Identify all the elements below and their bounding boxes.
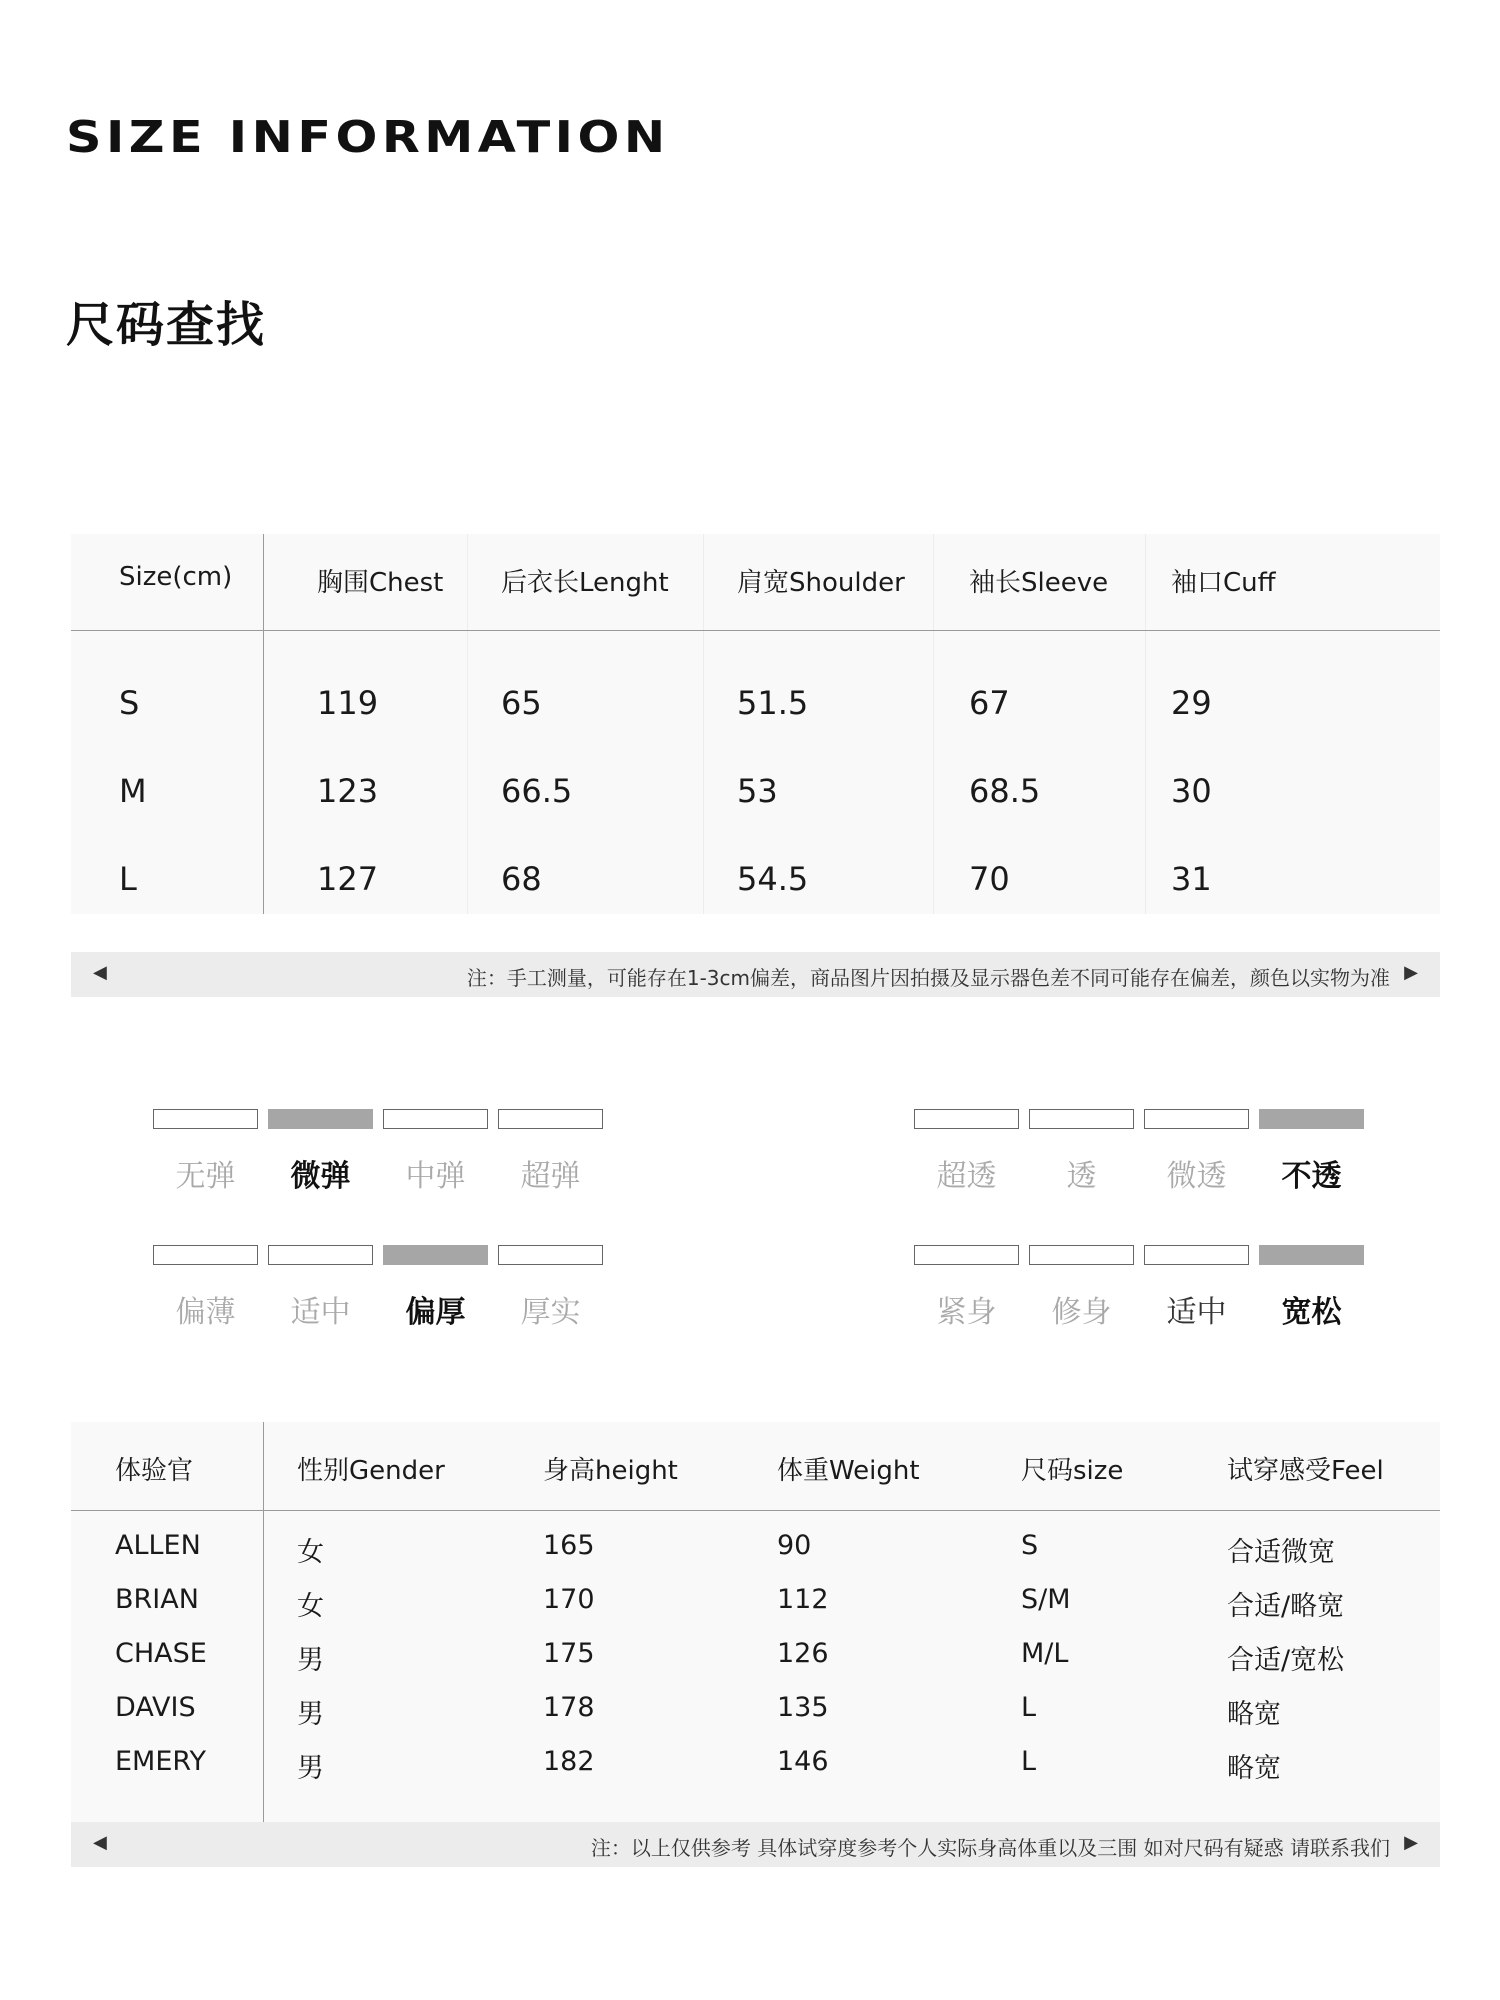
- scroll-left-icon[interactable]: ◀: [93, 1832, 107, 1853]
- table-cell: 54.5: [737, 860, 809, 898]
- table-cell: S: [119, 684, 140, 722]
- table-cell: 男: [297, 1699, 324, 1730]
- scale-segment: [383, 1109, 488, 1129]
- fit-scale: [914, 1245, 1364, 1330]
- table-cell: 合适微宽: [1227, 1537, 1335, 1568]
- scale-label-selected: 微弹: [290, 1159, 351, 1194]
- scale-label: 紧身: [936, 1295, 997, 1330]
- divider: [467, 534, 468, 914]
- table-cell: 70: [969, 860, 1010, 898]
- scale-segment: [1029, 1245, 1134, 1265]
- scroll-left-icon[interactable]: ◀: [93, 962, 107, 983]
- scale-segment-selected: [1259, 1109, 1364, 1129]
- table-cell: 略宽: [1227, 1699, 1281, 1730]
- scale-segment: [268, 1245, 373, 1265]
- scale-label-selected: 偏厚: [405, 1295, 466, 1330]
- table-cell: 男: [297, 1753, 324, 1784]
- tester-note-bar: [71, 1822, 1440, 1867]
- column-header: 胸围Chest: [317, 568, 444, 598]
- column-header: 身高height: [543, 1456, 678, 1486]
- column-header: 袖长Sleeve: [969, 568, 1109, 598]
- column-header: 体重Weight: [777, 1456, 920, 1486]
- tester-note-text: 注：以上仅供参考 具体试穿度参考个人实际身高体重以及三围 如对尺码有疑惑 请联系我们: [590, 1836, 1390, 1860]
- scroll-right-icon[interactable]: ▶: [1404, 1832, 1418, 1853]
- table-cell: 66.5: [501, 772, 573, 810]
- table-cell: 127: [317, 860, 379, 898]
- table-cell: 女: [297, 1537, 324, 1568]
- table-cell: 男: [297, 1645, 324, 1676]
- size-note-text: 注：手工测量，可能存在1-3cm偏差，商品图片因拍摄及显示器色差不同可能存在偏差，颜色以实物为准: [466, 966, 1390, 990]
- table-cell: 53: [737, 772, 778, 810]
- table-cell: 67: [969, 684, 1010, 722]
- column-header: 体验官: [115, 1456, 194, 1486]
- scale-segment-selected: [383, 1245, 488, 1265]
- table-cell: S: [1021, 1530, 1039, 1561]
- scale-label: 中弹: [405, 1159, 466, 1194]
- table-cell: 68.5: [969, 772, 1041, 810]
- scale-segment: [1144, 1109, 1249, 1129]
- table-cell: L: [119, 860, 137, 898]
- divider: [263, 1422, 264, 1822]
- scale-segment: [153, 1245, 258, 1265]
- table-cell: M: [119, 772, 147, 810]
- divider: [263, 534, 264, 914]
- scale-segment: [153, 1109, 258, 1129]
- column-header: 尺码size: [1021, 1456, 1124, 1486]
- table-cell: 女: [297, 1591, 324, 1622]
- table-cell: S/M: [1021, 1584, 1071, 1615]
- scale-segment-selected: [1259, 1245, 1364, 1265]
- scale-label: 无弹: [175, 1159, 236, 1194]
- divider: [703, 534, 704, 914]
- table-cell: 146: [777, 1746, 829, 1777]
- table-cell: 30: [1171, 772, 1212, 810]
- table-cell: 170: [543, 1584, 595, 1615]
- table-cell: 123: [317, 772, 379, 810]
- scale-label-selected: 宽松: [1281, 1295, 1342, 1330]
- table-cell: 51.5: [737, 684, 809, 722]
- title-cn: 尺码查找: [66, 297, 267, 353]
- elasticity-scale: [153, 1109, 603, 1194]
- scale-segment: [914, 1109, 1019, 1129]
- column-header: 后衣长Lenght: [501, 568, 669, 598]
- table-cell: 135: [777, 1692, 829, 1723]
- table-cell: BRIAN: [115, 1584, 199, 1615]
- table-cell: 165: [543, 1530, 595, 1561]
- scale-label: 适中: [1166, 1295, 1227, 1330]
- scale-segment: [498, 1245, 603, 1265]
- scale-segment: [1029, 1109, 1134, 1129]
- table-cell: 68: [501, 860, 542, 898]
- column-header: 肩宽Shoulder: [737, 568, 905, 598]
- table-cell: 126: [777, 1638, 829, 1669]
- table-cell: 合适/宽松: [1227, 1645, 1345, 1676]
- scale-label: 厚实: [520, 1295, 581, 1330]
- table-cell: 112: [777, 1584, 829, 1615]
- table-cell: 65: [501, 684, 542, 722]
- scale-label: 透: [1066, 1159, 1097, 1194]
- scale-segment-selected: [268, 1109, 373, 1129]
- scale-label: 修身: [1051, 1295, 1112, 1330]
- thickness-scale: [153, 1245, 603, 1330]
- table-cell: 182: [543, 1746, 595, 1777]
- transparency-scale: [914, 1109, 1364, 1194]
- scale-label: 适中: [290, 1295, 351, 1330]
- header-divider: [71, 1510, 1440, 1511]
- scale-label: 超透: [936, 1159, 997, 1194]
- size-table: [71, 534, 1440, 914]
- table-cell: 略宽: [1227, 1753, 1281, 1784]
- scale-label: 超弹: [520, 1159, 581, 1194]
- size-note-bar: [71, 952, 1440, 997]
- scale-segment: [1144, 1245, 1249, 1265]
- table-cell: 合适/略宽: [1227, 1591, 1345, 1622]
- column-header: 袖口Cuff: [1171, 568, 1276, 598]
- scroll-right-icon[interactable]: ▶: [1404, 962, 1418, 983]
- scale-segment: [498, 1109, 603, 1129]
- table-cell: DAVIS: [115, 1692, 196, 1723]
- table-cell: 90: [777, 1530, 812, 1561]
- header-divider: [71, 630, 1440, 631]
- divider: [1145, 534, 1146, 914]
- table-cell: EMERY: [115, 1746, 206, 1777]
- table-cell: 178: [543, 1692, 595, 1723]
- table-cell: 29: [1171, 684, 1212, 722]
- table-cell: 119: [317, 684, 379, 722]
- table-cell: ALLEN: [115, 1530, 201, 1561]
- scale-label: 微透: [1166, 1159, 1227, 1194]
- divider: [933, 534, 934, 914]
- table-cell: 175: [543, 1638, 595, 1669]
- scale-label-selected: 不透: [1281, 1159, 1342, 1194]
- tester-table: [71, 1422, 1440, 1822]
- table-cell: CHASE: [115, 1638, 207, 1669]
- scale-segment: [914, 1245, 1019, 1265]
- column-header: 性别Gender: [297, 1456, 445, 1486]
- column-header: 试穿感受Feel: [1227, 1456, 1384, 1486]
- title-en: SIZE INFORMATION: [66, 112, 670, 163]
- column-header: Size(cm): [119, 562, 233, 592]
- table-cell: 31: [1171, 860, 1212, 898]
- table-cell: M/L: [1021, 1638, 1069, 1669]
- table-cell: L: [1021, 1692, 1037, 1723]
- table-cell: L: [1021, 1746, 1037, 1777]
- scale-label: 偏薄: [175, 1295, 236, 1330]
